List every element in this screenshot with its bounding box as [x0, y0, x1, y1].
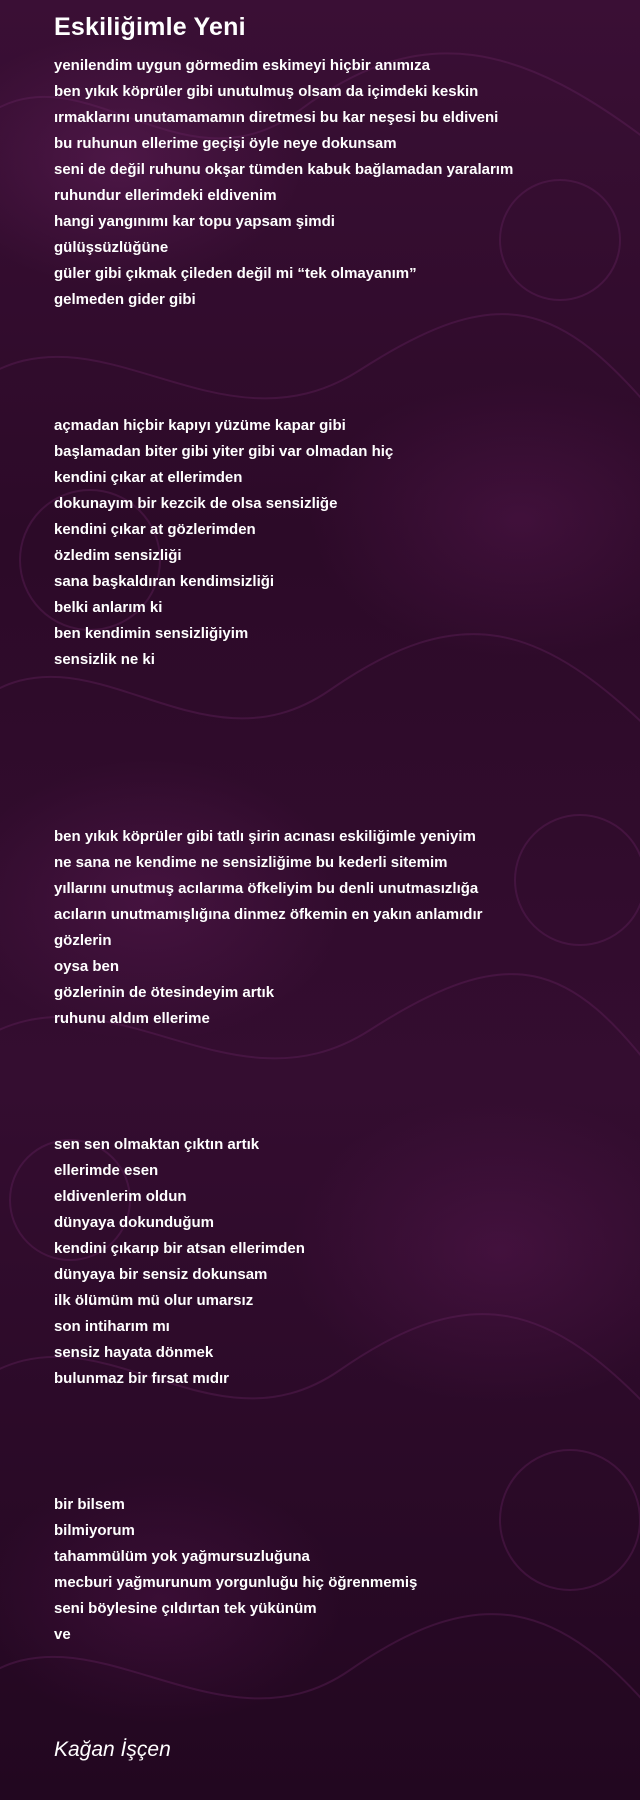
poem-line: eldivenlerim oldun	[54, 1188, 187, 1205]
poem-line: kendini çıkar at gözlerimden	[54, 521, 256, 538]
poem-line: bulunmaz bir fırsat mıdır	[54, 1370, 230, 1387]
poem-line: mecburi yağmurunum yorgunluğu hiç öğrenmemiş	[54, 1574, 418, 1591]
poem-line: başlamadan biter gibi yiter gibi var olmadan hiç	[54, 443, 394, 460]
stanza-2	[54, 413, 624, 673]
poem-line: ırmaklarını unutamamamın diretmesi bu kar neşesi bu eldiveni	[54, 109, 499, 126]
poem-line: ben yıkık köprüler gibi tatlı şirin acınası eskiliğimle yeniyim	[54, 828, 476, 845]
poem-container	[54, 12, 624, 1648]
stanza-1	[54, 53, 624, 313]
poem-line: özledim sensizliği	[54, 547, 182, 564]
poem-line: dünyaya bir sensiz dokunsam	[54, 1266, 268, 1283]
poem-title: Eskiliğimle Yeni	[54, 13, 246, 41]
poem-line: dokunayım bir kezcik de olsa sensizliğe	[54, 495, 338, 512]
poem-author: Kağan İşçen	[54, 1738, 171, 1761]
poem-line: gözlerinin de ötesindeyim artık	[54, 984, 275, 1001]
poem-line: güler gibi çıkmak çileden değil mi “tek olmayanım”	[54, 265, 417, 282]
poem-line: acıların unutmamışlığına dinmez öfkemin en yakın anlamıdır	[54, 906, 483, 923]
poem-line: gülüşsüzlüğüne	[54, 239, 169, 256]
poem-line: kendini çıkarıp bir atsan ellerimden	[54, 1240, 305, 1257]
poem-line: sana başkaldıran kendimsizliği	[54, 573, 275, 590]
stanza-3	[54, 824, 624, 1032]
poem-line: gelmeden gider gibi	[54, 291, 196, 308]
poem-line: kendini çıkar at ellerimden	[54, 469, 243, 486]
poem-line: ben kendimin sensizliğiyim	[54, 625, 249, 642]
poem-line: yenilendim uygun görmedim eskimeyi hiçbir anımıza	[54, 57, 430, 74]
poem-line: bu ruhunun ellerime geçişi öyle neye dokunsam	[54, 135, 397, 152]
poem-line: açmadan hiçbir kapıyı yüzüme kapar gibi	[54, 417, 346, 434]
stanza-5	[54, 1492, 624, 1648]
poem-line: dünyaya dokunduğum	[54, 1214, 215, 1231]
poem-line: ruhundur ellerimdeki eldivenim	[54, 187, 277, 204]
poem-line: yıllarını unutmuş acılarıma öfkeliyim bu denli unutmasızlığa	[54, 880, 479, 897]
poem-line: sen sen olmaktan çıktın artık	[54, 1136, 260, 1153]
poem-line: son intiharım mı	[54, 1318, 170, 1335]
poem-line: bir bilsem	[54, 1496, 125, 1513]
poem-line: ellerimde esen	[54, 1162, 159, 1179]
poem-line: ne sana ne kendime ne sensizliğime bu kederli sitemim	[54, 854, 448, 871]
poem-line: oysa ben	[54, 958, 120, 975]
poem-line: ilk ölümüm mü olur umarsız	[54, 1292, 254, 1309]
poem-line: ve	[54, 1626, 71, 1643]
poem-line: ben yıkık köprüler gibi unutulmuş olsam da içimdeki keskin	[54, 83, 479, 100]
poem-line: seni böylesine çıldırtan tek yükünüm	[54, 1600, 317, 1617]
poem-line: belki anlarım ki	[54, 599, 163, 616]
stanza-4	[54, 1132, 624, 1392]
poem-line: hangi yangınımı kar topu yapsam şimdi	[54, 213, 335, 230]
poem-line: sensizlik ne ki	[54, 651, 155, 668]
poem-line: seni de değil ruhunu okşar tümden kabuk bağlamadan yaralarım	[54, 161, 514, 178]
poem-line: tahammülüm yok yağmursuzluğuna	[54, 1548, 310, 1565]
poem-line: sensiz hayata dönmek	[54, 1344, 214, 1361]
poem-line: ruhunu aldım ellerime	[54, 1010, 210, 1027]
poem-line: bilmiyorum	[54, 1522, 135, 1539]
poem-line: gözlerin	[54, 932, 112, 949]
